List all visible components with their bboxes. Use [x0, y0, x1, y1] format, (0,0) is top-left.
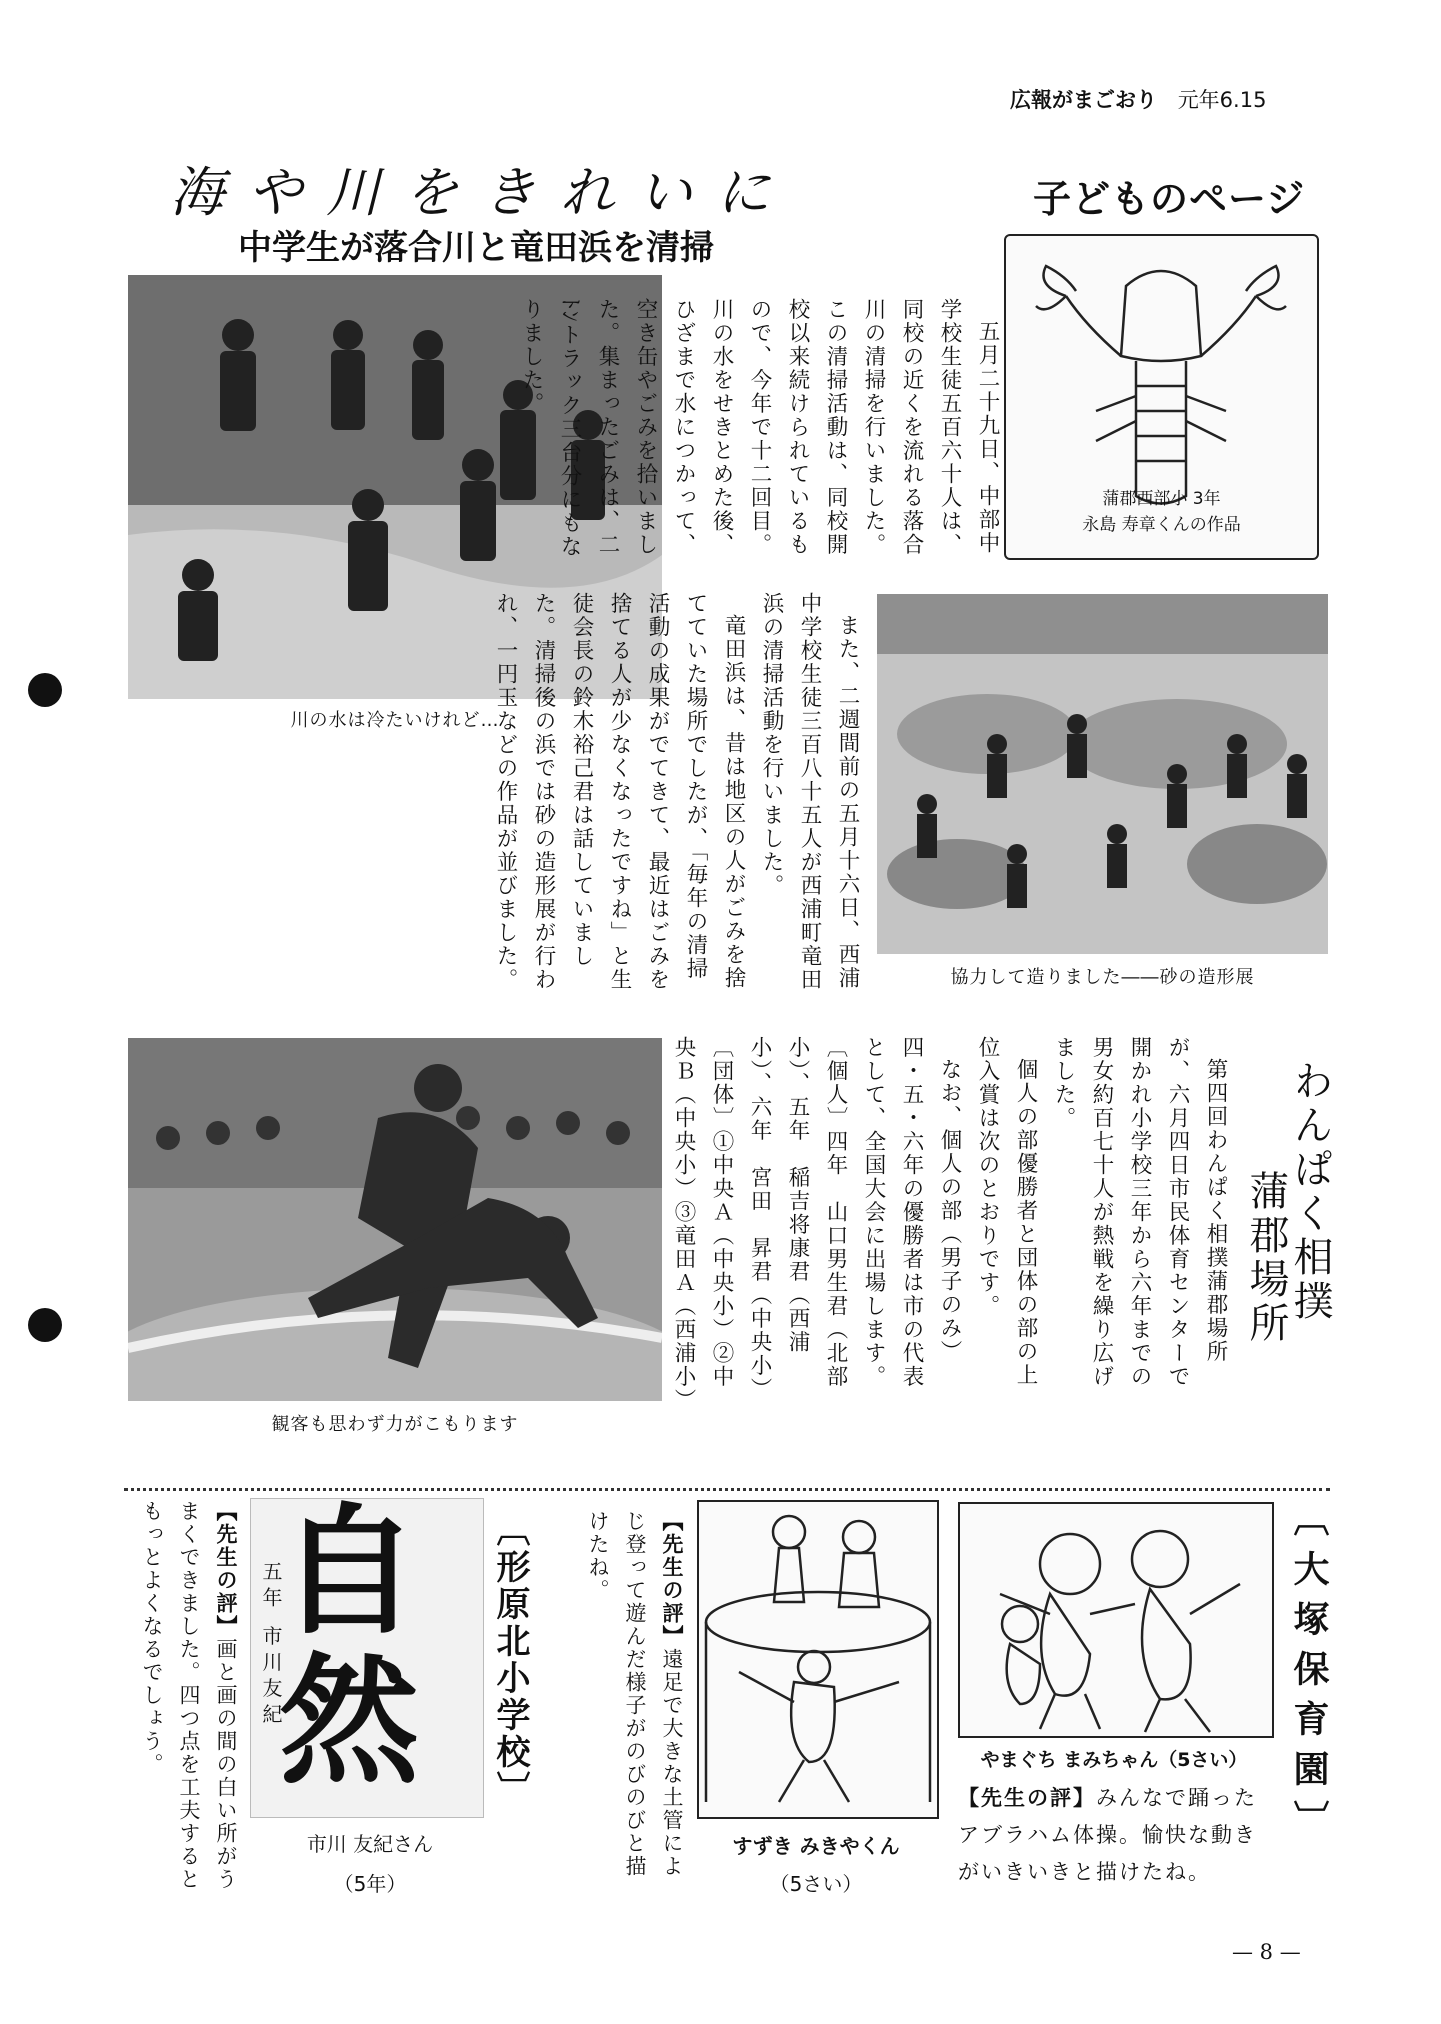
- cleanup-paragraph-2: また、二週間前の五月十六日、西浦中学校生徒三百八十五人が西浦町竜田浜の清掃活動を行いました。: [759, 592, 860, 992]
- sumo-paragraph-1: 第四回わんぱく相撲蒲郡場所が、六月四日市民体育センターで開かれ小学校三年から六年までの男女約百七十人が熱戦を繰り広げました。: [1051, 1036, 1228, 1389]
- cleanup-subtitle: 中学生が落合川と竜田浜を清掃: [238, 228, 714, 268]
- punch-hole-top: [28, 673, 62, 707]
- katahara-kid1-age: （5さい）: [769, 1872, 863, 1896]
- caption-sumo: 観客も思わず力がこもります: [271, 1414, 519, 1435]
- katahara-kid2-name: 市川 友紀さん: [306, 1832, 434, 1856]
- sumo-article: [671, 1036, 1234, 1412]
- calligraphy-signature: 五年 市川友紀: [259, 1561, 283, 1730]
- publication-name: 広報がまごおり: [1010, 88, 1157, 112]
- sumo-paragraph-2: 個人の部優勝者と団体の部の上位入賞は次のとおりです。: [975, 1036, 1038, 1387]
- katahara-kid1-name: すずき みきやくん: [732, 1834, 900, 1858]
- kids-page-label: 子どものページ: [1033, 177, 1306, 221]
- photo-sand-sculpture: [877, 594, 1328, 954]
- drawing-credit-school: 蒲郡西部小 3年: [1102, 489, 1221, 509]
- dancing-kids-drawing: [960, 1504, 1272, 1736]
- otsuka-drawing-frame: [958, 1502, 1274, 1738]
- katahara-kid2-grade: （5年）: [333, 1872, 407, 1896]
- cleanup-paragraph-1: 五月二十九日、中部中学校生徒五百六十人は、同校の近くを流れる落合川の清掃を行いました。この清掃活動は、同校開校以来続けられているもので、今年で十二回目。川の水をせきとめた後、ひざまで水につかって、空き缶やごみを拾いました。集まったごみは、二ﾄﾝトラック三台分にもなりました。: [519, 298, 1000, 559]
- sumo-title-line1: わんぱく相撲: [1287, 1060, 1333, 1324]
- photo-sumo: [128, 1038, 662, 1401]
- cleanup-paragraph-3: 竜田浜は、昔は地区の人がごみを捨てていた場所でしたが、「毎年の清掃活動の成果がでてきて、最近はごみを捨てる人が少なくなったですね」と生徒会長の鈴木裕己君は話していました。清掃後の浜では砂の造形展が行われ、一円玉などの作品が並びました。: [493, 592, 746, 992]
- lobster-drawing-frame: [1004, 234, 1319, 560]
- sumo-result-team: 〔団体〕①中央Ａ（中央小）②中央Ｂ（中央小）③竜田Ａ（西浦小）: [671, 1036, 734, 1412]
- caption-river: 川の水は冷たいけれど…: [290, 710, 500, 731]
- cleanup-article-upper: [519, 298, 1006, 563]
- katahara-kid1-comment-text: 遠足で大きな土管によじ登って遊んだ様子がのびのびと描けたね。: [586, 1510, 684, 1878]
- otsuka-comment: [958, 1780, 1278, 1891]
- page-header: [1010, 84, 1266, 114]
- page-number: — 8 —: [1232, 1940, 1301, 1964]
- katahara-drawing-frame: [697, 1500, 939, 1819]
- cleanup-article-lower: [136, 592, 866, 1002]
- katahara-school-name: 〔形原北小学校〕: [490, 1512, 530, 1808]
- sumo-title-line2: 蒲郡場所: [1243, 1170, 1289, 1346]
- otsuka-comment-text: みんなで踊ったアブラハム体操。愉快な動きがいきいきと描けたね。: [958, 1786, 1257, 1884]
- drawing-credit-name: 永島 寿章くんの作品: [1082, 515, 1241, 535]
- caption-sand: 協力して造りました――砂の造形展: [950, 967, 1255, 988]
- otsuka-kid-name: やまぐち まみちゃん（5さい）: [980, 1749, 1248, 1771]
- punch-hole-bottom: [28, 1308, 62, 1342]
- calligraphy-char-1: 自: [279, 1490, 420, 1654]
- cleanup-title: 海や川をきれいに: [170, 161, 794, 224]
- katahara-kid1-comment-label: 【先生の評】: [660, 1510, 684, 1648]
- otsuka-comment-label: 【先生の評】: [958, 1786, 1096, 1810]
- issue-date: 元年6.15: [1177, 88, 1267, 112]
- katahara-kid2-comment: [134, 1500, 244, 1900]
- sumo-result-individual: 〔個人〕四年 山口男生君（北部小）、五年 稲吉将康君（西浦小）、六年 宮田 昇君（中央小）: [747, 1036, 848, 1402]
- calligraphy-char-2: 然: [279, 1640, 420, 1804]
- drawing-credit: [1006, 486, 1317, 538]
- sumo-paragraph-3: なお、個人の部（男子のみ）四・五・六年の優勝者は市の代表として、全国大会に出場します。: [861, 1036, 962, 1389]
- pipe-climbing-drawing: [699, 1502, 937, 1817]
- katahara-kid1-comment: [578, 1510, 690, 1890]
- katahara-kid2-comment-label: 【先生の評】: [214, 1500, 238, 1638]
- calligraphy-sheet: [250, 1490, 484, 1818]
- otsuka-school-name: 〔大塚保育園〕: [1288, 1500, 1329, 1850]
- katahara-kid2-comment-text: 画と画の間の白い所がうまくできました。四つ点を工夫するともっとよくなるでしょう。: [140, 1500, 238, 1891]
